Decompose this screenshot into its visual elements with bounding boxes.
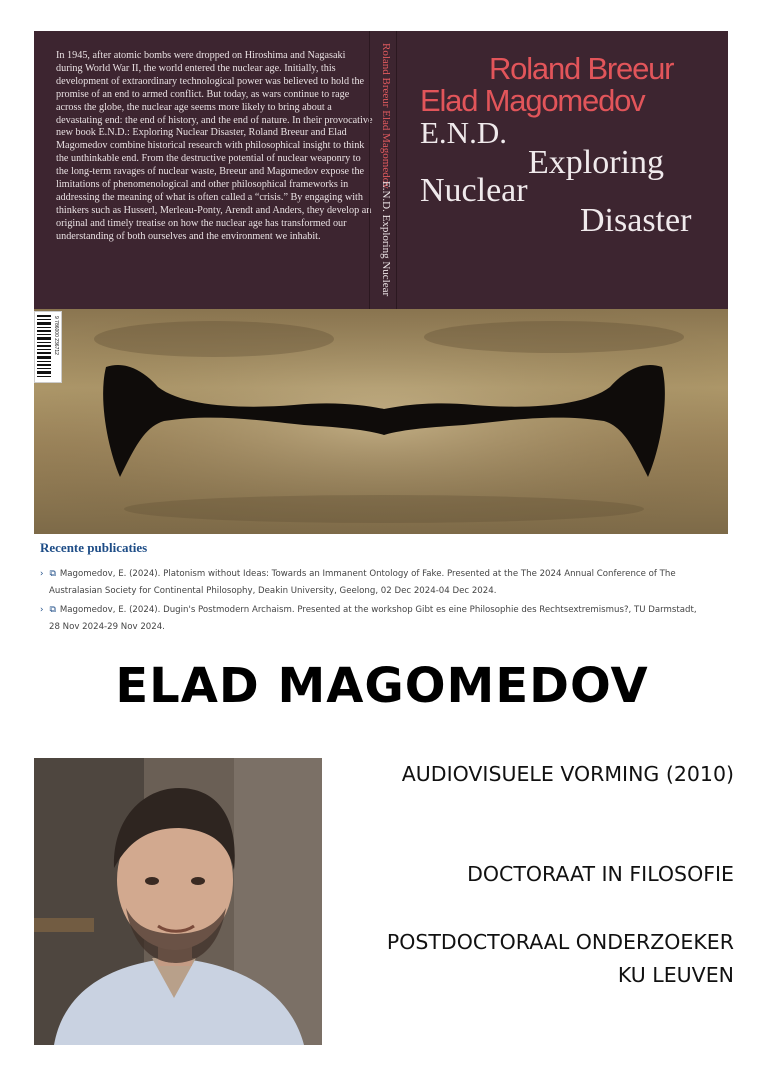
spine-title: E.N.D. Exploring Nuclear bbox=[380, 181, 392, 297]
cover-artwork bbox=[34, 309, 728, 534]
publications-heading: Recente publicaties bbox=[40, 540, 148, 555]
cover-title-line-1: E.N.D. bbox=[420, 115, 507, 150]
publication-line-2: 28 Nov 2024-29 Nov 2024. bbox=[49, 622, 165, 632]
portrait-photo bbox=[34, 758, 322, 1045]
cv-line-audiovisual: AUDIOVISUELE VORMING (2010) bbox=[401, 762, 734, 786]
external-link-icon[interactable]: ⧉ bbox=[49, 605, 56, 615]
chevron-right-icon: › bbox=[40, 569, 44, 579]
cover-author-1: Roland Breeur bbox=[489, 51, 674, 86]
book-cover bbox=[34, 31, 728, 534]
cv-line-university: KU LEUVEN bbox=[617, 963, 734, 987]
cv-line-doctorate: DOCTORAAT IN FILOSOFIE bbox=[467, 862, 734, 886]
cover-title-line-3: Nuclear bbox=[420, 172, 528, 209]
portrait-image bbox=[34, 758, 322, 1045]
spine-title-wrap bbox=[380, 181, 392, 296]
publication-line-2: Australasian Society for Continental Philosophy, Deakin University, Geelong, 02 Dec 2024-04 Dec 2024. bbox=[49, 586, 497, 596]
cover-title-line-2: Exploring bbox=[528, 144, 664, 181]
publication-item[interactable] bbox=[40, 602, 700, 636]
cv-line-postdoc: POSTDOCTORAAL ONDERZOEKER bbox=[386, 930, 734, 954]
publication-line-1: Magomedov, E. (2024). Dugin's Postmodern Archaism. Presented at the workshop Gibt es eine Philosophie des Rechtsextremismus?, TU Darmstadt, bbox=[59, 605, 697, 615]
external-link-icon[interactable]: ⧉ bbox=[49, 569, 56, 579]
publication-line-1: Magomedov, E. (2024). Platonism without Ideas: Towards an Immanent Ontology of Fake. Presented at the The 2024 Annual Conference of The bbox=[59, 569, 676, 579]
barcode-number: 9 786000 236712 bbox=[53, 316, 59, 355]
cover-author-2: Elad Magomedov bbox=[420, 83, 645, 118]
person-name: ELAD MAGOMEDOV bbox=[115, 658, 649, 714]
spine-label bbox=[380, 43, 392, 189]
back-cover-blurb: In 1945, after atomic bombs were dropped on Hiroshima and Nagasaki during World War II, the world entered the nuclear age. Initially, this development of extraordinary technological power was believed to hold the promise of an end to armed conflict. But today, as wars continue to rage across the globe, the nuclear age seems more likely to bring about a devastating end: the end of history, and the end of nature. In their provocative new book E.N.D.: Exploring Nuclear Disaster, Roland Breeur and Elad Magomedov combine historical research with philosophical insight to think the unthinkable end. From the destructive potential of nuclear weaponry to the long-term ravages of nuclear waste, Breeur and Magomedov expose the limitations of phenomenological and other philosophical frameworks in addressing the meaning of what is often called a “crisis.” By engaging with thinkers such as Husserl, Merleau-Ponty, Arendt and Anders, they develop an original and timely treatise on how the nuclear age has transformed our understanding of both ourselves and the environment we inhabit. bbox=[56, 50, 373, 242]
barcode bbox=[34, 311, 62, 383]
chevron-right-icon: › bbox=[40, 605, 44, 615]
spine-authors: Roland Breeur Elad Magomedov bbox=[380, 43, 392, 189]
publication-item[interactable] bbox=[40, 566, 700, 600]
cover-title-line-4: Disaster bbox=[580, 202, 692, 239]
book-spine bbox=[369, 31, 397, 309]
